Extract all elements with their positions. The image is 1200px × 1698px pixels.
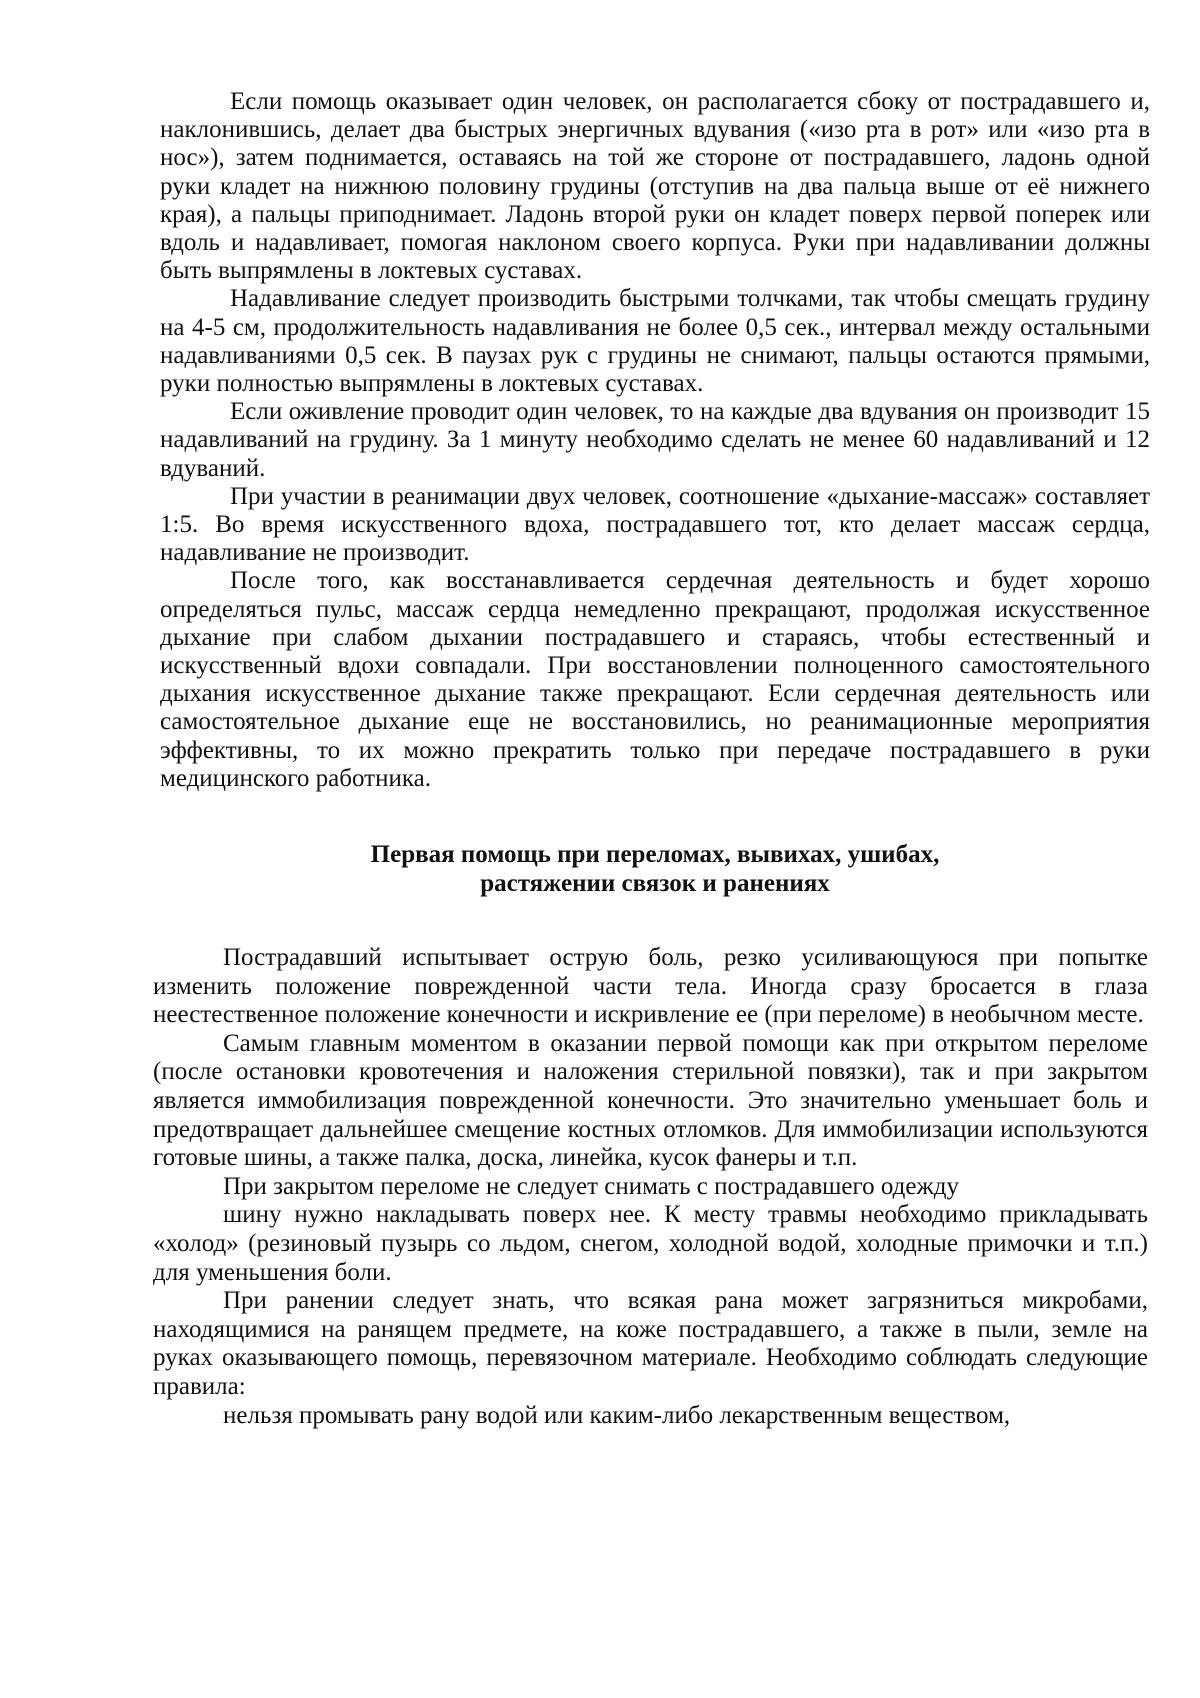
paragraph: Пострадавший испытывает острую боль, резко усиливающуюся при попытке изменить положение поврежденной части тела. Иногда сразу бросается в глаза неестественное положение конечности и искривление ее (при переломе) в необычном месте. [153,944,1148,1029]
paragraph: нельзя промывать рану водой или каким-либо лекарственным веществом, [223,1401,1011,1429]
section-cpr-text [160,88,1150,793]
paragraph: При ранении следует знать, что всякая рана может загрязниться микробами, находящимися на ранящем предмете, на коже пострадавшего, а также в пыли, земле на руках оказывающего помощь, перевязочном материале. Необходимо соблюдать следующие правила: [153,1287,1148,1400]
paragraph: Надавливание следует производить быстрыми толчками, так чтобы смещать грудину на 4-5 см, продолжительность надавливания не более 0,5 сек., интервал между остальными надавливаниями 0,5 сек. В паузах рук с грудины не снимают, пальцы остаются прямыми, руки полностью выпрямлены в локтевых суставах. [160,285,1150,398]
paragraph: Если помощь оказывает один человек, он располагается сбоку от пострадавшего и, наклонившись, делает два быстрых энергичных вдувания («изо рта в рот» или «изо рта в нос»), затем поднимается, оставаясь на той же стороне от пострадавшего, ладонь одной руки кладет на нижнюю половину грудины (отступив на два пальца выше от её нижнего края), а пальцы приподнимает. Ладонь второй руки он кладет поверх первой поперек или вдоль и надавливает, помогая наклоном своего корпуса. Руки при надавливании должны быть выпрямлены в локтевых суставах. [160,88,1150,285]
paragraph: После того, как восстанавливается сердечная деятельность и будет хорошо определяться пульс, массаж сердца немедленно прекращают, продолжая искусственное дыхание при слабом дыхании пострадавшего и стараясь, чтобы естественный и искусственный вдохи совпадали. При восстановлении полноценного самостоятельного дыхания искусственное дыхание также прекращают. Если сердечная деятельность или самостоятельное дыхание еще не восстановились, но реанимационные мероприятия эффективны, то их можно прекратить только при передаче пострадавшего в руки медицинского работника. [160,567,1150,792]
paragraph: Если оживление проводит один человек, то на каждые два вдувания он производит 15 надавливаний на грудину. За 1 минуту необходимо сделать не менее 60 надавливаний и 12 вдуваний. [160,398,1150,482]
paragraph: При закрытом переломе не следует снимать с пострадавшего одежду [223,1172,959,1200]
section-heading [160,840,1150,898]
paragraph: Самым главным моментом в оказании первой помощи как при открытом переломе (после остановки кровотечения и наложения стерильной повязки), так и при закрытом является иммобилизация поврежденной конечности. Это значительно уменьшает боль и предотвращает дальнейшее смещение костных отломков. Для иммобилизации используются готовые шины, а также палка, доска, линейка, кусок фанеры и т.п. [153,1029,1148,1172]
paragraph: При участии в реанимации двух человек, соотношение «дыхание-массаж» составляет 1:5. Во время искусственного вдоха, пострадавшего тот, кто делает массаж сердца, надавливание не производит. [160,482,1150,567]
section-fractures-text [153,944,1148,1430]
paragraph: шину нужно накладывать поверх нее. К месту травмы необходимо прикладывать «холод» (резиновый пузырь со льдом, снегом, холодной водой, холодные примочки и т.п.) для уменьшения боли. [153,1201,1148,1286]
heading-line-1: Первая помощь при переломах, вывихах, ушибах, [370,841,940,869]
heading-line-2: растяжении связок и ранениях [480,870,830,898]
